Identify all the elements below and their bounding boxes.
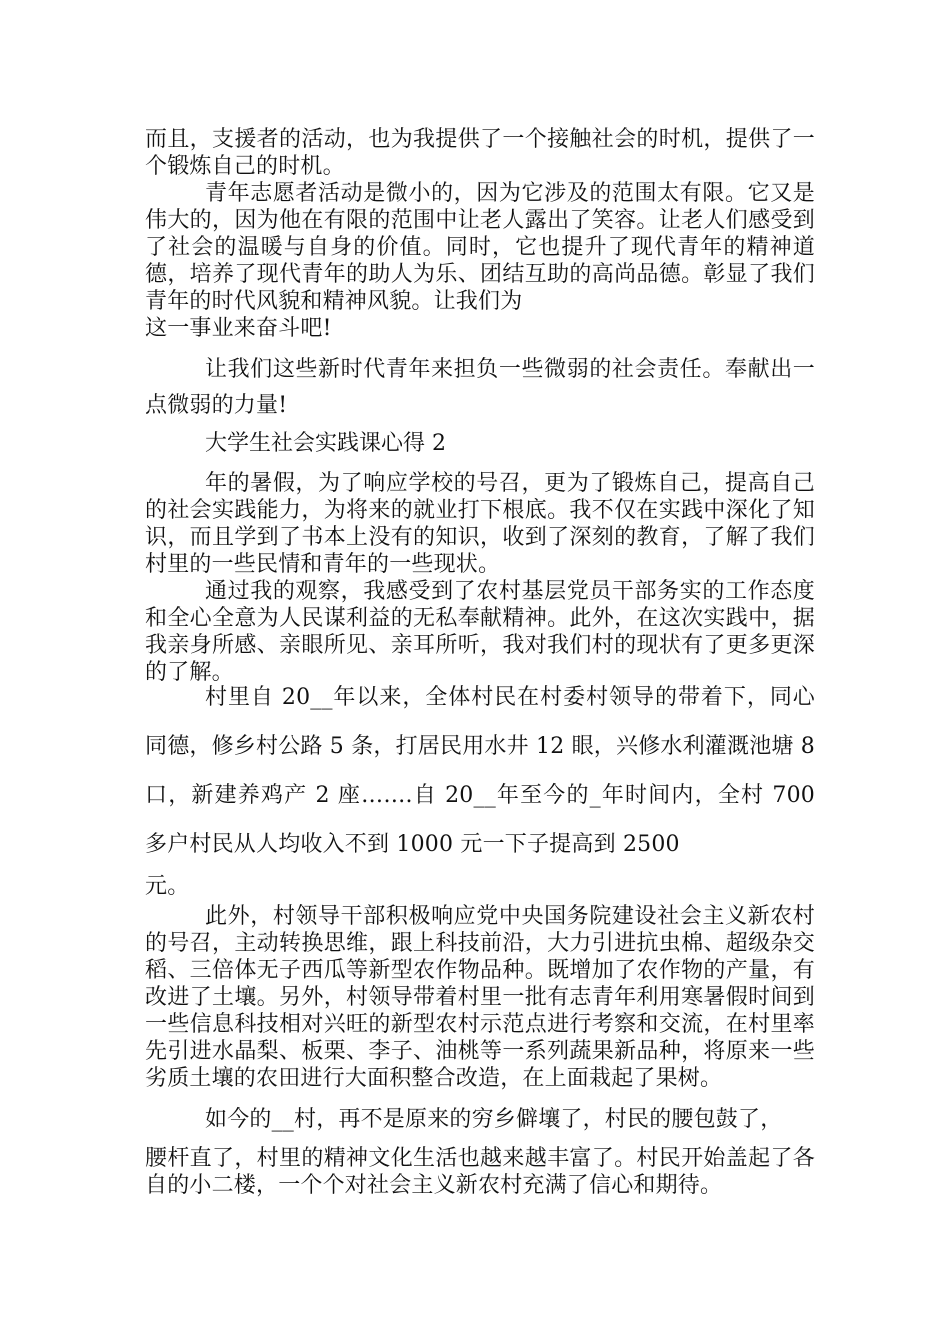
paragraph-7: 村里自 20__年以来，全体村民在村委村领导的带着下，同心同德，修乡村公路 5 条，打居民用水井 12 眼，兴修水利灌溉池塘 8 口，新建养鸡产 2 座…….自 20__年至今的_年时间内，全村 700 多户村民从人均收入不到 1000 元一下子提高到 2500 — [145, 685, 815, 857]
paragraph-6: 通过我的观察，我感受到了农村基层党员干部务实的工作态度和全心全意为人民谋利益的无私奉献精神。此外，在这次实践中，据我亲身所感、亲眼所见、亲耳所听，我对我们村的现状有了更多更深的了解。 — [145, 579, 815, 685]
section-heading: 大学生社会实践课心得 2 — [205, 431, 446, 456]
paragraph-5: 年的暑假，为了响应学校的号召，更为了锻炼自己，提高自己的社会实践能力，为将来的就业打下根底。我不仅在实践中深化了知识，而且学到了书本上没有的知识，收到了深刻的教育，了解了我们村里的一些民情和青年的一些现状。 — [145, 471, 815, 577]
paragraph-10: 如今的__村，再不是原来的穷乡僻壤了，村民的腰包鼓了， — [205, 1107, 783, 1132]
paragraph-4: 让我们这些新时代青年来担负一些微弱的社会责任。奉献出一点微弱的力量! — [145, 357, 815, 418]
paragraph-11: 腰杆直了，村里的精神文化生活也越来越丰富了。村民开始盖起了各自的小二楼，一个个对社会主义新农村充满了信心和期待。 — [145, 1146, 815, 1198]
paragraph-1: 而且，支援者的活动，也为我提供了一个接触社会的时机，提供了一个锻炼自己的时机。 — [145, 127, 815, 179]
paragraph-3: 这一事业来奋斗吧! — [145, 316, 332, 341]
paragraph-8: 元。 — [145, 874, 190, 899]
paragraph-2: 青年志愿者活动是微小的，因为它涉及的范围太有限。它又是伟大的，因为他在有限的范围中让老人露出了笑容。让老人们感受到了社会的温暖与自身的价值。同时，它也提升了现代青年的精神道德，培养了现代青年的助人为乐、团结互助的高尚品德。彰显了我们青年的时代风貌和精神风貌。让我们为 — [145, 181, 815, 314]
paragraph-9: 此外，村领导干部积极响应党中央国务院建设社会主义新农村的号召，主动转换思维，跟上科技前沿，大力引进抗虫棉、超级杂交稻、三倍体无子西瓜等新型农作物品种。既增加了农作物的产量，有改进了土壤。另外，村领导带着村里一批有志青年利用寒暑假时间到一些信息科技相对兴旺的新型农村示范点进行考察和交流，在村里率先引进水晶梨、板栗、李子、油桃等一系列蔬果新品种，将原来一些劣质土壤的农田进行大面积整合改造，在上面栽起了果树。 — [145, 904, 815, 1091]
